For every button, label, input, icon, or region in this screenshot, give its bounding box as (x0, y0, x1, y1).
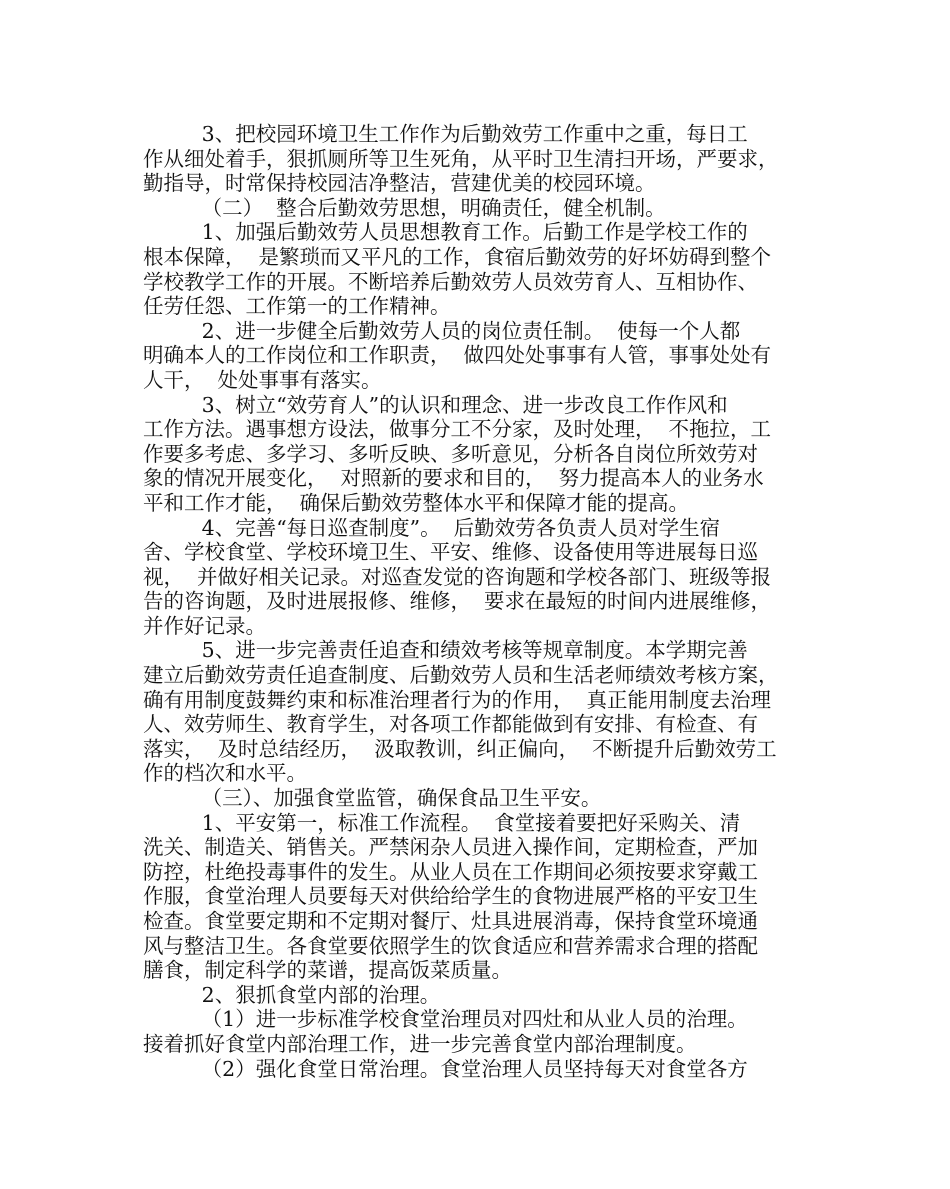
text-line: 学校教学工作的开展。不断培养后勤效劳人员效劳育人、互相协作、 (143, 269, 758, 294)
text-line: 人、效劳师生、教育学生，对各项工作都能做到有安排、有检查、有 (143, 712, 758, 737)
paragraph (143, 220, 813, 318)
text-line: 作服，食堂治理人员要每天对供给给学生的食物进展严格的平安卫生 (143, 884, 758, 909)
paragraph (143, 393, 813, 516)
paragraph (143, 1057, 813, 1082)
text-line: 人干， 处处事事有落实。 (143, 367, 382, 392)
text-line: 2、进一步健全后勤效劳人员的岗位责任制。 使每一个人都 (143, 318, 741, 343)
text-line: 建立后勤效劳责任追查制度、后勤效劳人员和生活老师绩效考核方案， (143, 663, 779, 688)
text-line: 作的档次和水平。 (143, 761, 307, 786)
paragraph (143, 786, 813, 811)
text-line: 平和工作才能， 确保后勤效劳整体水平和保障才能的提高。 (143, 490, 690, 515)
text-line: 舍、学校食堂、学校环境卫生、平安、维修、设备使用等进展每日巡 (143, 540, 758, 565)
text-line: （2）强化食堂日常治理。食堂治理人员坚持每天对食堂各方 (143, 1056, 748, 1081)
paragraph (143, 1007, 813, 1056)
text-line: 风与整洁卫生。各食堂要依照学生的饮食适应和营养需求合理的搭配 (143, 933, 758, 958)
document-body (143, 122, 813, 1081)
text-line: 工作方法。遇事想方设法，做事分工不分家，及时处理， 不拖拉，工 (143, 417, 772, 442)
paragraph (143, 983, 813, 1008)
text-line: 落实， 及时总结经历， 汲取教训，纠正偏向， 不断提升后勤效劳工 (143, 736, 777, 761)
text-line: 检查。食堂要定期和不定期对餐厅、灶具进展消毒，保持食堂环境通 (143, 909, 758, 933)
text-line: 勤指导，时常保持校园洁净整洁，营建优美的校园环境。 (143, 171, 656, 196)
text-line: （1）进一步标准学校食堂治理员对四灶和从业人员的治理。 (143, 1007, 748, 1032)
text-line: 象的情况开展变化， 对照新的要求和目的， 努力提高本人的业务水 (143, 466, 764, 491)
text-line: 洗关、制造关、销售关。严禁闲杂人员进入操作间，定期检查，严加 (143, 835, 758, 860)
text-line: 5、进一步完善责任追查和绩效考核等规章制度。本学期完善 (143, 638, 748, 663)
paragraph (143, 122, 813, 196)
text-line: 根本保障， 是繁琐而又平凡的工作，食宿后勤效劳的好坏妨碍到整个 (143, 244, 772, 269)
text-line: 1、平安第一，标准工作流程。 食堂接着要把好采购关、清 (143, 810, 741, 835)
text-line: 4、完善“每日巡查制度”。 后勤效劳各负责人员对学生宿 (143, 515, 721, 540)
paragraph (143, 638, 813, 786)
text-line: 防控，杜绝投毒事件的发生。从业人员在工作期间必须按要求穿戴工 (143, 859, 758, 884)
text-line: 膳食，制定科学的菜谱，提高饭菜质量。 (143, 958, 512, 983)
paragraph (143, 811, 813, 983)
text-line: 确有用制度鼓舞约束和标准治理者行为的作用， 真正能用制度去治理 (143, 687, 772, 712)
paragraph (143, 516, 813, 639)
text-line: 任劳任怨、工作第一的工作精神。 (143, 294, 451, 319)
paragraph (143, 196, 813, 221)
text-line: 并作好记录。 (143, 613, 266, 638)
text-line: 2、狠抓食堂内部的治理。 (143, 982, 441, 1007)
text-line: （二） 整合后勤效劳思想，明确责任，健全机制。 (143, 195, 666, 220)
text-line: 告的咨询题，及时进展报修、维修， 要求在最短的时间内进展维修， (143, 589, 772, 614)
text-line: （三）、加强食堂监管，确保食品卫生平安。 (143, 786, 602, 811)
text-line: 3、把校园环境卫生工作作为后勤效劳工作重中之重，每日工 (143, 122, 748, 146)
text-line: 3、树立“效劳育人”的认识和理念、进一步改良工作作风和 (143, 392, 728, 417)
text-line: 作要多考虑、多学习、多听反映、多听意见，分析各自岗位所效劳对 (143, 441, 758, 466)
text-line: 作从细处着手，狠抓厕所等卫生死角，从平时卫生清扫开场，严要求， (143, 146, 779, 171)
text-line: 明确本人的工作岗位和工作职责， 做四处处事事有人管，事事处处有 (143, 343, 772, 368)
paragraph (143, 319, 813, 393)
text-line: 接着抓好食堂内部治理工作，进一步完善食堂内部治理制度。 (143, 1031, 697, 1056)
text-line: 1、加强后勤效劳人员思想教育工作。后勤工作是学校工作的 (143, 220, 748, 245)
text-line: 视， 并做好相关记录。对巡查发觉的咨询题和学校各部门、班级等报 (143, 564, 772, 589)
